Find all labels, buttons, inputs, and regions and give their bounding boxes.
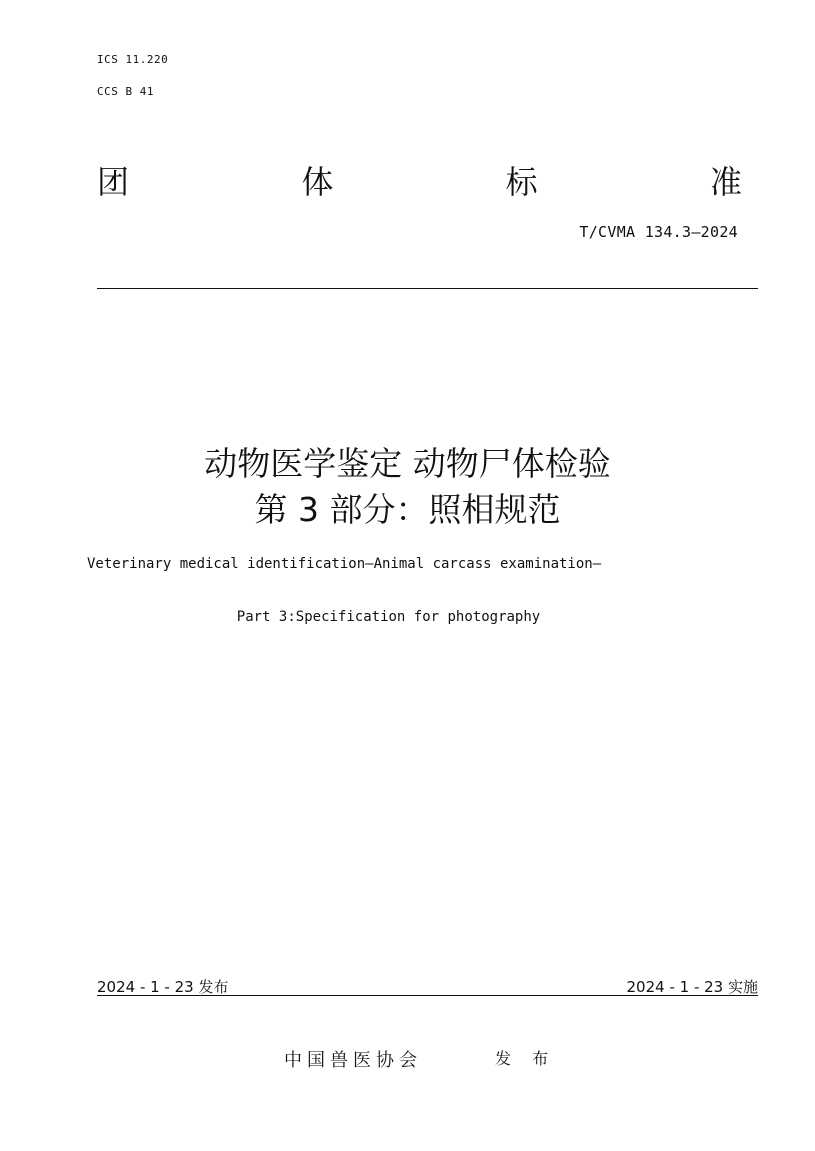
publish-date: 2024 - 1 - 23 发布 — [97, 978, 229, 996]
implementation-date: 2024 - 1 - 23 实施 — [626, 978, 758, 996]
standard-type-char: 标 — [505, 163, 538, 201]
standard-type-char: 准 — [709, 163, 742, 201]
standard-type-char: 体 — [301, 163, 334, 201]
ccs-code: CCS B 41 — [97, 85, 154, 98]
standard-type-heading — [97, 158, 742, 202]
top-divider — [97, 288, 758, 289]
title-chinese-line-2: 第 3 部分：照相规范 — [254, 490, 561, 529]
title-english-line-1: Veterinary medical identification—Animal carcass examination— — [87, 556, 602, 572]
title-english-line-2: Part 3:Specification for photography — [236, 609, 541, 625]
title-chinese-line-1: 动物医学鉴定 动物尸体检验 — [204, 444, 611, 483]
publisher-name: 中国兽医协会 — [284, 1050, 422, 1071]
publish-label: 发 布 — [495, 1049, 557, 1068]
bottom-divider — [97, 995, 758, 996]
standard-type-char: 团 — [97, 163, 130, 201]
standard-number: T/CVMA 134.3—2024 — [579, 223, 738, 241]
ics-code: ICS 11.220 — [97, 53, 169, 66]
